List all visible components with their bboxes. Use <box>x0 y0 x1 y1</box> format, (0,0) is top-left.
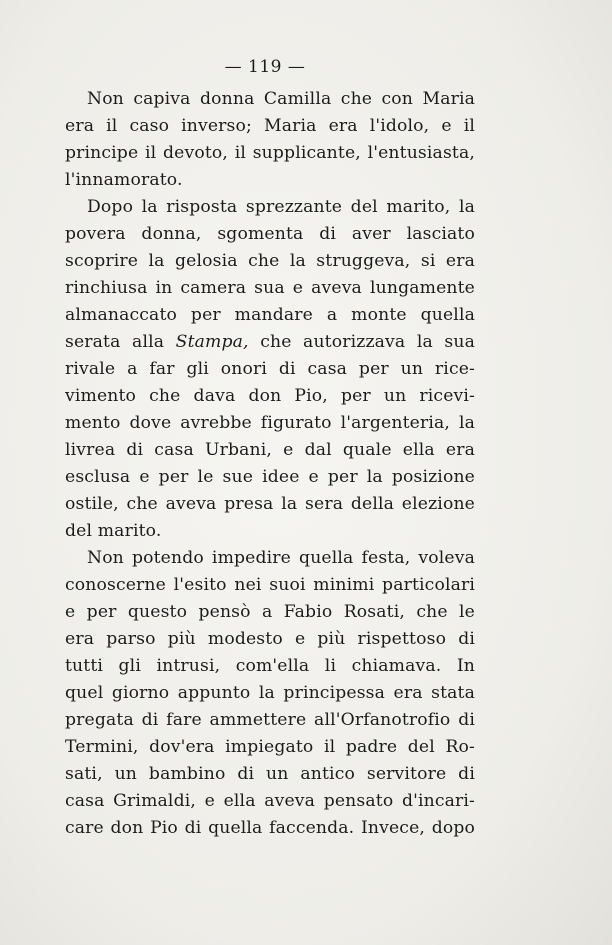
text-line: rivale a far gli onori di casa per un rice- <box>65 359 475 379</box>
text-line: Non capiva donna Camilla che con Maria <box>87 89 475 109</box>
body-text <box>65 86 475 842</box>
page-number: — 119 — <box>224 57 306 77</box>
text-line: care don Pio di quella faccenda. Invece, dopo <box>65 818 475 838</box>
text-line: scoprire la gelosia che la struggeva, si era <box>65 251 475 271</box>
text-line: almanaccato per mandare a monte quella <box>65 305 475 325</box>
text-line-with-italic <box>65 329 475 356</box>
text-line: mento dove avrebbe figurato l'argenteria, la <box>65 413 475 433</box>
text-line: era il caso inverso; Maria era l'idolo, e il <box>65 116 475 136</box>
text-line: principe il devoto, il supplicante, l'entusiasta, <box>65 143 475 163</box>
text-line: rinchiusa in camera sua e aveva lungamente <box>65 278 475 298</box>
text-line: Termini, dov'era impiegato il padre del Ro- <box>65 737 475 757</box>
italic-title: Stampa, <box>175 332 249 352</box>
text-line: casa Grimaldi, e ella aveva pensato d'incari- <box>65 791 475 811</box>
text-line: pregata di fare ammettere all'Orfanotrofio di <box>65 710 475 730</box>
text-segment: che autorizzava la sua <box>248 332 475 352</box>
text-line: sati, un bambino di un antico servitore di <box>65 764 475 784</box>
text-line: vimento che dava don Pio, per un ricevi- <box>65 386 475 406</box>
text-line: ostile, che aveva presa la sera della elezione <box>65 494 475 514</box>
text-line: era parso più modesto e più rispettoso di <box>65 629 475 649</box>
text-line: e per questo pensò a Fabio Rosati, che le <box>65 602 475 622</box>
text-segment: serata alla <box>65 332 176 352</box>
text-line: tutti gli intrusi, com'ella li chiamava. In <box>65 656 475 676</box>
text-line: livrea di casa Urbani, e dal quale ella era <box>65 440 475 460</box>
text-line: l'innamorato. <box>65 170 183 190</box>
text-line: quel giorno appunto la principessa era stata <box>65 683 475 703</box>
text-line: Non potendo impedire quella festa, voleva <box>87 548 475 568</box>
text-line: Dopo la risposta sprezzante del marito, la <box>87 197 475 217</box>
text-line: povera donna, sgomenta di aver lasciato <box>65 224 475 244</box>
text-line: conoscerne l'esito nei suoi minimi particolari <box>65 575 475 595</box>
text-line: esclusa e per le sue idee e per la posizione <box>65 467 475 487</box>
text-line: del marito. <box>65 521 162 541</box>
